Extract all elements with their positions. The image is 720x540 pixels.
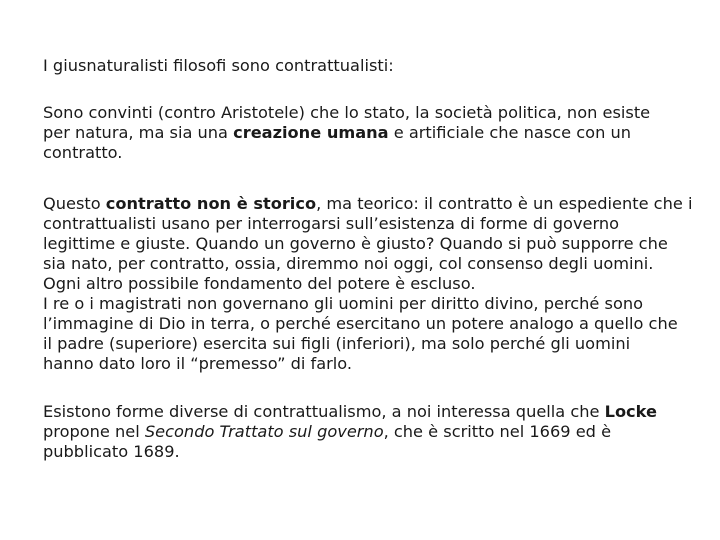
text-line bbox=[43, 194, 693, 214]
text-line bbox=[43, 123, 683, 143]
paragraph-contract bbox=[43, 194, 693, 374]
text-run: e artificiale che nasce con un bbox=[388, 123, 631, 142]
text-run: Esistono forme diverse di contrattualismo, a noi interessa quella che bbox=[43, 402, 605, 421]
bold-text: Locke bbox=[604, 402, 657, 421]
text-line: Ogni altro possibile fondamento del potere è escluso. bbox=[43, 274, 476, 293]
text-line: l’immagine di Dio in terra, o perché esercitano un potere analogo a quello che bbox=[43, 314, 678, 333]
text-line: legittime e giuste. Quando un governo è giusto? Quando si può supporre che bbox=[43, 234, 668, 253]
text-line: I re o i magistrati non governano gli uomini per diritto divino, perché sono bbox=[43, 294, 644, 313]
text-run: , ma teorico: il contratto è un espediente che i bbox=[316, 194, 693, 213]
text-line: contratto. bbox=[43, 143, 123, 162]
text-line: il padre (superiore) esercita sui figli (inferiori), ma solo perché gli uomini bbox=[43, 334, 631, 353]
text-run: , che è scritto nel 1669 ed è bbox=[383, 422, 612, 441]
text-line: hanno dato loro il “premesso” di farlo. bbox=[43, 354, 353, 373]
text-run: Questo bbox=[43, 194, 106, 213]
paragraph-aristotle bbox=[43, 103, 683, 163]
text-line: pubblicato 1689. bbox=[43, 442, 180, 461]
paragraph-locke bbox=[43, 402, 683, 462]
text-line: sia nato, per contratto, ossia, diremmo noi oggi, col consenso degli uomini. bbox=[43, 254, 654, 273]
text-line: Sono convinti (contro Aristotele) che lo stato, la società politica, non esiste bbox=[43, 103, 651, 122]
text-line bbox=[43, 422, 683, 442]
italic-title: Secondo Trattato sul governo bbox=[144, 422, 384, 441]
intro-paragraph bbox=[43, 56, 683, 76]
text-run: per natura, ma sia una bbox=[43, 123, 234, 142]
intro-line: I giusnaturalisti filosofi sono contrattualisti: bbox=[43, 56, 394, 75]
text-line bbox=[43, 402, 683, 422]
text-line: contrattualisti usano per interrogarsi sull’esistenza di forme di governo bbox=[43, 214, 620, 233]
bold-text: contratto non è storico bbox=[105, 194, 317, 213]
text-run: propone nel bbox=[43, 422, 145, 441]
bold-text: creazione umana bbox=[233, 123, 389, 142]
